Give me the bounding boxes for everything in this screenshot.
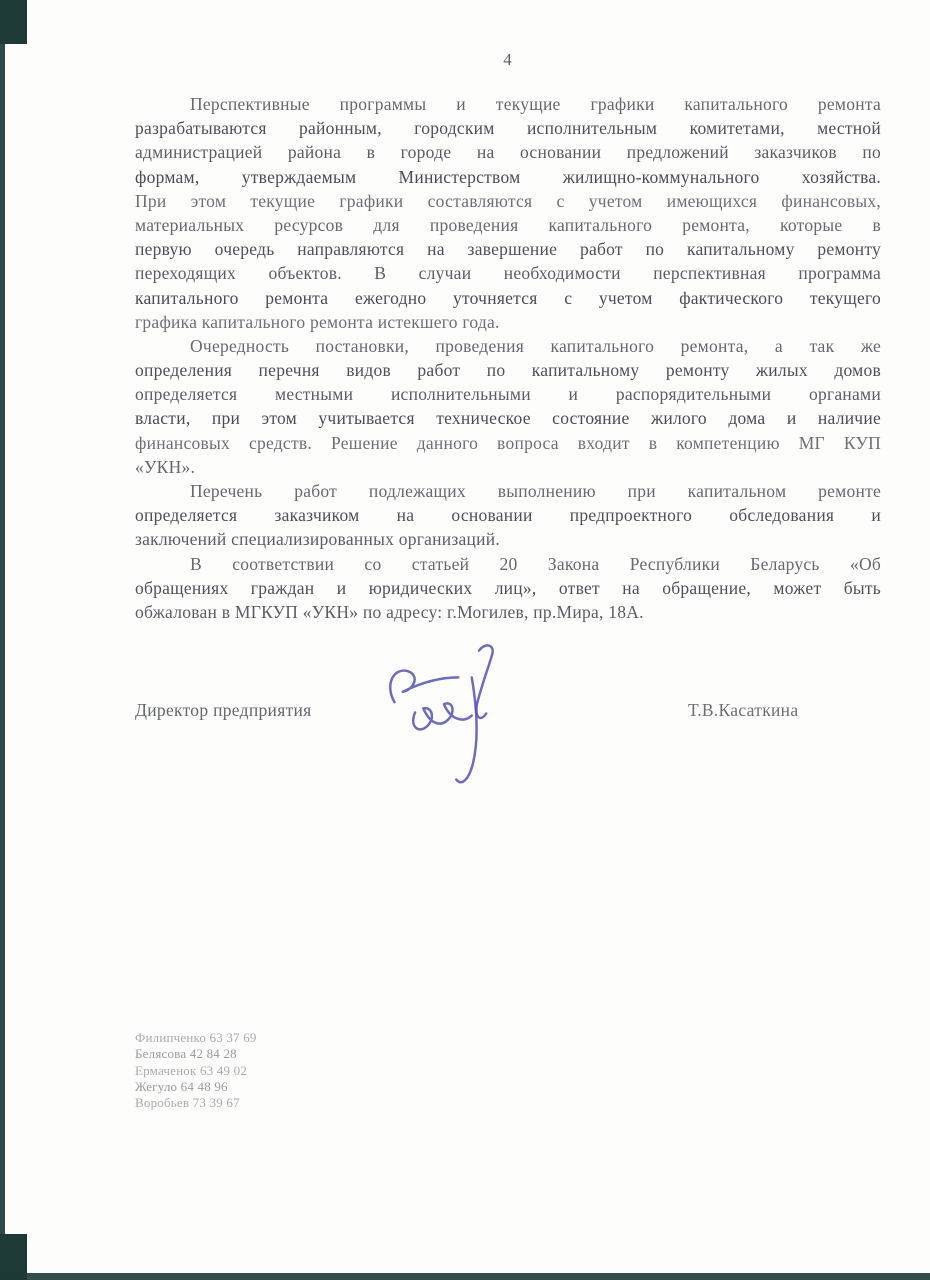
- text-line: капитального ремонта ежегодно уточняется с учетом фактического текущего: [135, 287, 881, 308]
- page-number: 4: [503, 50, 513, 69]
- text-line: Перспективные программы и текущие графики капитального ремонта: [190, 94, 881, 114]
- text-line: власти, при этом учитывается техническое состояние жилого дома и наличие: [135, 408, 881, 429]
- document-paragraphs: [135, 92, 881, 624]
- signoff-title-label: Директор предприятия: [135, 700, 312, 720]
- text-line: «УКН».: [135, 456, 196, 477]
- signoff-person-name: Т.В.Касаткина: [688, 700, 799, 720]
- text-line: администрацией района в городе на основании предложений заказчиков по: [135, 142, 881, 163]
- contact-row: Жегуло 64 48 96: [135, 1078, 228, 1094]
- contact-row: Ермаченок 63 49 02: [135, 1062, 248, 1078]
- paragraph: [135, 552, 881, 625]
- paragraph: [135, 334, 881, 479]
- text-line: Перечень работ подлежащих выполнению при капитальном ремонте: [190, 481, 881, 501]
- contact-list: [135, 1030, 257, 1111]
- signature-ink-icon: [380, 636, 545, 791]
- contact-row: Филипченко 63 37 69: [135, 1030, 257, 1045]
- scan-artifact-bottom-edge: [0, 1273, 930, 1280]
- text-line: разрабатываются районным, городским исполнительным комитетами, местной: [135, 118, 881, 139]
- text-line: заключений специализированных организаций.: [135, 529, 501, 550]
- scan-artifact-left-edge: [0, 0, 5, 1280]
- text-line: При этом текущие графики составляются с учетом имеющихся финансовых,: [135, 190, 881, 211]
- text-line: определяется местными исполнительными и распорядительными органами: [135, 384, 881, 405]
- text-line: материальных ресурсов для проведения капитального ремонта, которые в: [135, 214, 881, 235]
- text-line: определяется заказчиком на основании предпроектного обследования и: [135, 505, 881, 526]
- text-line: В соответствии со статьей 20 Закона Республики Беларусь «Об: [190, 553, 881, 574]
- text-line: финансовых средств. Решение данного вопроса входит в компетенцию МГ КУП: [135, 432, 881, 453]
- paragraph: [135, 479, 881, 552]
- text-line: Очередность постановки, проведения капитального ремонта, а так же: [190, 335, 881, 356]
- contact-row: Воробьев 73 39 67: [135, 1095, 240, 1111]
- text-line: графика капитального ремонта истекшего года.: [135, 311, 500, 332]
- contact-row: Белясова 42 84 28: [135, 1046, 237, 1062]
- text-line: переходящих объектов. В случаи необходимости перспективная программа: [135, 263, 881, 284]
- text-line: определения перечня видов работ по капитальному ремонту жилых домов: [135, 360, 881, 381]
- scan-artifact-top-left: [0, 0, 27, 44]
- paragraph: [135, 92, 881, 334]
- text-line: обращениях граждан и юридических лиц», ответ на обращение, может быть: [135, 577, 881, 598]
- text-line: формам, утверждаемым Министерством жилищно-коммунального хозяйства.: [135, 166, 881, 187]
- text-line: первую очередь направляются на завершение работ по капитальному ремонту: [135, 239, 881, 260]
- text-line: обжалован в МГКУП «УКН» по адресу: г.Могилев, пр.Мира, 18А.: [135, 601, 644, 622]
